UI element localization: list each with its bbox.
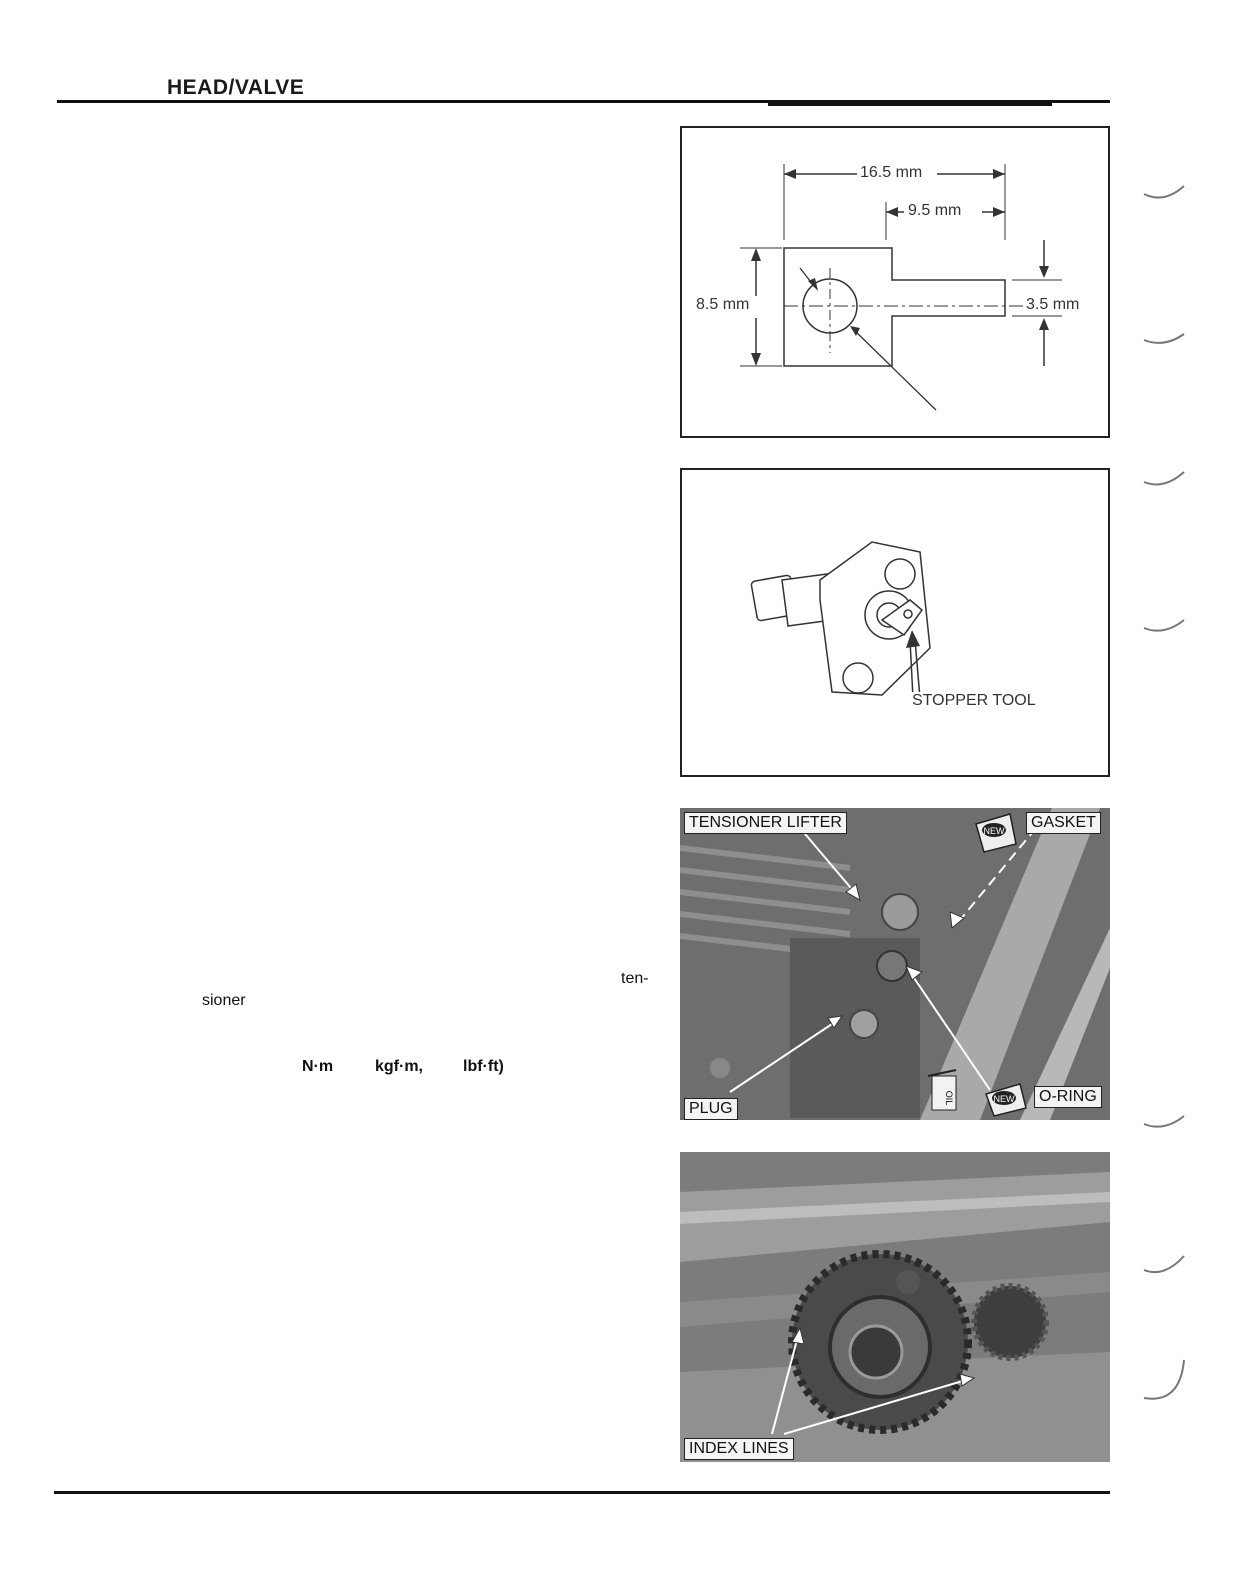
- torque-unit-lbfft: lbf·ft): [463, 1058, 504, 1075]
- tool-dimension-figure: [680, 126, 1110, 438]
- dim-tab-height: 3.5 mm: [1026, 296, 1080, 313]
- index-lines-photo: [680, 1152, 1110, 1462]
- footer-rule: [54, 1491, 1110, 1494]
- oil-icon: [928, 1070, 956, 1110]
- torque-unit-nm: N·m: [302, 1058, 334, 1075]
- index-lines-label: INDEX LINES: [684, 1438, 794, 1460]
- gasket-label: GASKET: [1026, 812, 1101, 834]
- svg-text:OIL: OIL: [944, 1090, 954, 1106]
- tensioner-lifter-label: TENSIONER LIFTER: [684, 812, 847, 834]
- torque-unit-kgfm: kgf·m,: [375, 1058, 423, 1075]
- stopper-tool-label: STOPPER TOOL: [912, 692, 1036, 709]
- tensioner-photo-image: [680, 808, 1110, 1120]
- body-text-sioner: sioner: [202, 992, 246, 1009]
- tensioner-lifter-photo: [680, 808, 1110, 1120]
- dim-tab-width: 9.5 mm: [908, 202, 962, 219]
- section-header-title: HEAD/VALVE: [167, 76, 305, 99]
- figure-divider: [680, 436, 1110, 438]
- o-ring-label: O-RING: [1034, 1086, 1102, 1108]
- header-rule-accent: [768, 100, 1052, 106]
- body-text-ten: ten-: [621, 970, 649, 987]
- svg-text:NEW: NEW: [993, 1094, 1015, 1104]
- plug-label: PLUG: [684, 1098, 738, 1120]
- dim-overall-width: 16.5 mm: [860, 164, 923, 181]
- svg-text:NEW: NEW: [983, 826, 1005, 836]
- stopper-tool-figure: [680, 468, 1110, 777]
- tensioner-lifter-drawing: [682, 470, 1108, 775]
- binder-tab-marks-lower: [1140, 1110, 1190, 1410]
- cam-sprocket-photo-image: [680, 1152, 1110, 1462]
- dim-height: 8.5 mm: [696, 296, 750, 313]
- binder-tab-marks: [1140, 170, 1190, 730]
